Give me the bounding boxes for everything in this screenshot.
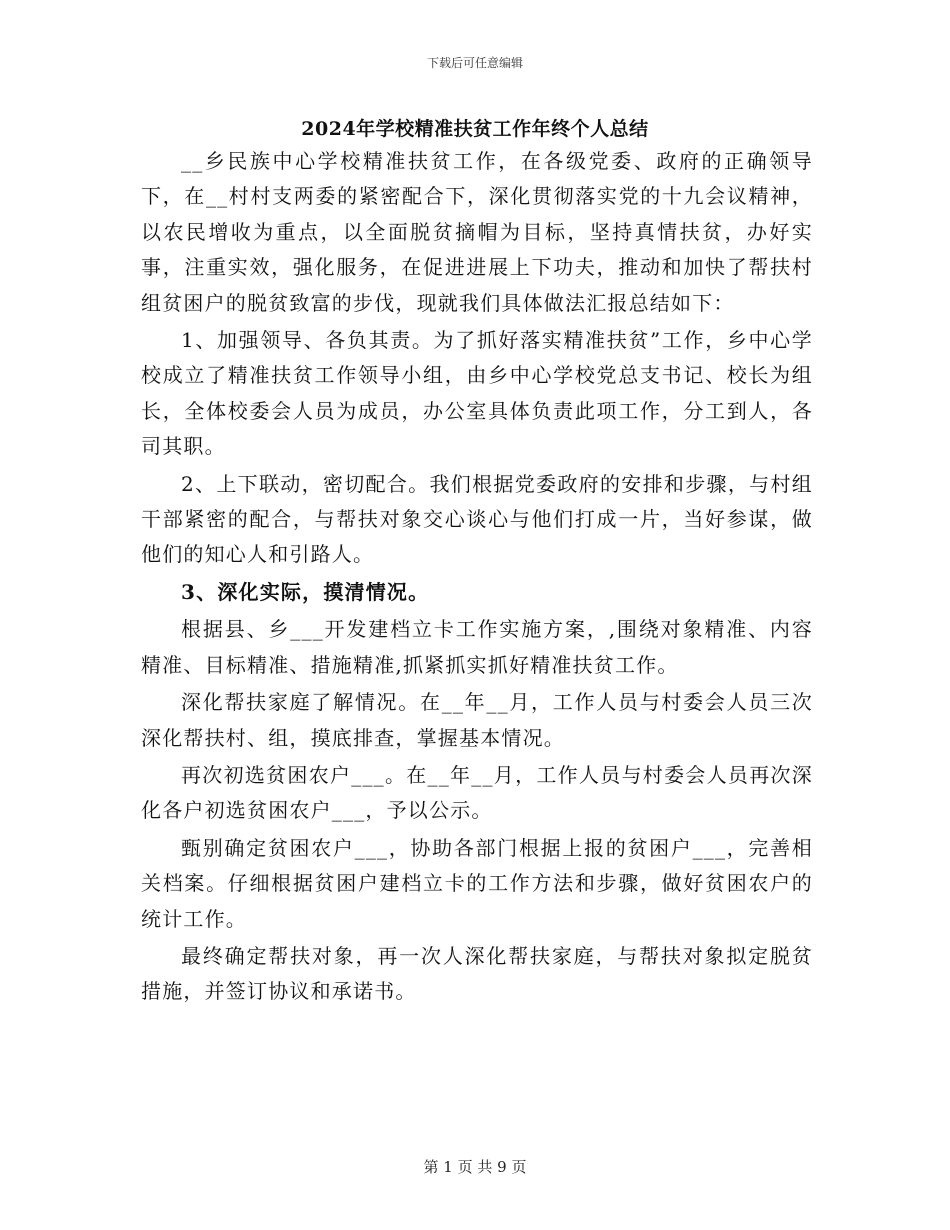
- paragraph-verify: 甄别确定贫困农户___，协助各部门根据上报的贫困户___，完善相关档案。仔细根据贫困户建档立卡的工作方法和步骤，做好贫困农户的统计工作。: [141, 835, 813, 931]
- paragraph-leadership: 1、加强领导、各负其责。为了抓好落实精准扶贫”工作，乡中心学校成立了精准扶贫工作领导小组，由乡中心学校党总支书记、校长为组长，全体校委会人员为成员，办公室具体负责此项工作，分工到人，各司其职。: [141, 328, 813, 459]
- document-title: 2024年学校精准扶贫工作年终个人总结: [301, 118, 649, 140]
- page-number: 第 1 页 共 9 页: [423, 1158, 527, 1176]
- paragraph-coordination: 2、上下联动，密切配合。我们根据党委政府的安排和步骤，与村组干部紧密的配合，与帮扶对象交心谈心与他们打成一片，当好参谋，做他们的知心人和引路人。: [141, 471, 813, 567]
- paragraph-survey: 深化帮扶家庭了解情况。在__年__月，工作人员与村委会人员三次深化帮扶村、组，摸底排查，掌握基本情况。: [141, 690, 813, 750]
- paragraph-intro: __乡民族中心学校精准扶贫工作，在各级党委、政府的正确领导下，在__村村支两委的紧密配合下，深化贯彻落实党的十九会议精神，以农民增收为重点，以全面脱贫摘帽为目标，坚持真情扶贫，办好实事，注重实效，强化服务，在促进进展上下功夫，推动和加快了帮扶村组贫困户的脱贫致富的步伐，现就我们具体做法汇报总结如下：: [141, 149, 813, 315]
- paragraph-plan: 根据县、乡___开发建档立卡工作实施方案，,围绕对象精准、内容精准、目标精准、措施精准,抓紧抓实抓好精准扶贫工作。: [141, 617, 813, 677]
- paragraph-preselect: 再次初选贫困农户___。在__年__月，工作人员与村委会人员再次深化各户初选贫困农户___，予以公示。: [141, 762, 813, 823]
- header-note: 下载后可任意编辑: [426, 56, 523, 70]
- section-heading: 3、深化实际，摸清情况。: [181, 579, 430, 604]
- document-body: [141, 144, 813, 1012]
- paragraph-final: 最终确定帮扶对象，再一次人深化帮扶家庭，与帮扶对象拟定脱贫措施，并签订协议和承诺书。: [141, 943, 813, 1004]
